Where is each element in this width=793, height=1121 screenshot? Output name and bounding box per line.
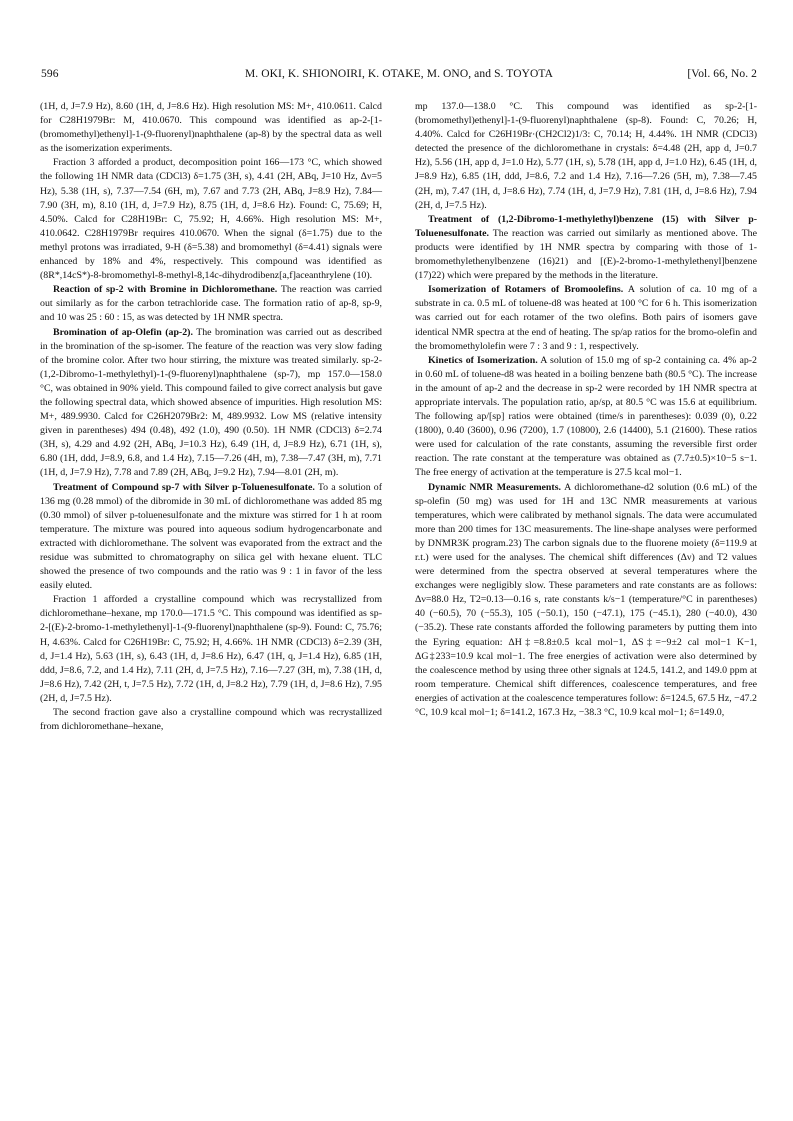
paragraph: Fraction 1 afforded a crystalline compound which was recrystallized from dichloromethane–hexane, mp 170.0—171.5 °C. This compound was identified as sp-2-[(E)-2-bromo-1-methylethenyl]-1-(9-fluorenyl)naphthalene (sp-9). Found: C, 75.76; H, 4.63%. Calcd for C26H19Br: C, 75.92; H, 4.66%. 1H NMR (CDCl3) δ=2.39 (3H, d, J=1.4 Hz), 5.63 (1H, s), 6.43 (1H, d, J=8.6 Hz), 6.47 (1H, q, J=1.4 Hz), 6.85 (1H, ddd, J=8.6, 7.2, and 1.4 Hz), 7.11 (2H, d, J=7.5 Hz), 7.16—7.27 (3H, m), 7.38 (1H, d, J=8.6 Hz), 7.42 (2H, t, J=7.5 Hz), 7.72 (1H, d, J=8.2 Hz), 7.79 (1H, d, J=8.6 Hz), 7.95 (2H, d, J=7.5 Hz). <box>40 594 382 704</box>
paragraph: Fraction 3 afforded a product, decomposition point 166—173 °C, which showed the following 1H NMR data (CDCl3) δ=1.75 (3H, s), 4.41 (2H, ABq, J=10 Hz, Δν=5 Hz), 5.38 (1H, s), 7.37—7.54 (6H, m), 7.67 and 7.73 (2H, ABq, J=8.9 Hz), 7.84—7.90 (3H, m), 8.10 (1H, d, J=7.9 Hz), 8.75 (1H, d, J=8.6 Hz). Found: C, 75.69; H, 4.50%. Calcd for C28H19Br: C, 75.92; H, 4.66%. High resolution MS: M+, 410.0642. C28H1979Br requires 410.0670. When the signal (δ=1.75) due to the methyl protons was irradiated, 9-H (δ=5.38) and bromomethyl (δ=4.41) signals were enhanced by 18% and 4%, respectively. This compound was identified as (8R*,14cS*)-8-bromomethyl-8-methyl-8,14c-dihydrodibenz[a,f]aceanthrylene (10). <box>40 157 382 282</box>
right-column <box>415 100 757 720</box>
paragraph: The second fraction gave also a crystalline compound which was recrystallized from dichloromethane–hexane, <box>40 707 382 733</box>
section-heading: Dynamic NMR Measurements. <box>428 481 562 493</box>
paragraph <box>415 481 757 721</box>
paragraph <box>40 326 382 481</box>
section-heading: Treatment of (1,2-Dibromo-1-methylethyl)benzene (15) with Silver p-Toluenesulfonate. <box>415 213 757 239</box>
paragraph-text: The reaction was carried out similarly as for the carbon tetrachloride case. The formation ratio of ap-8, sp-9, and 10 was 25 : 60 : 15, as was detected by 1H NMR spectra. <box>40 284 382 324</box>
page-number: 596 <box>41 68 59 80</box>
paragraph-text: The reaction was carried out similarly as mentioned above. The products were identified by 1H NMR spectra by comparing with those of 1-bromomethylethenylbenzene (16)21) and [(E)-2-bromo-1-methylethenyl]benzene (17)22) which were prepared by the methods in the literature. <box>415 227 757 282</box>
section-heading: Kinetics of Isomerization. <box>428 354 538 366</box>
running-header-authors: M. OKI, K. SHIONOIRI, K. OTAKE, M. ONO, and S. TOYOTA <box>244 68 554 80</box>
volume-issue: [Vol. 66, No. 2 <box>687 68 757 80</box>
running-header <box>41 68 757 84</box>
paragraph-text: A solution of 15.0 mg of sp-2 containing ca. 4% ap-2 in 0.60 mL of toluene-d8 was heated in a boiling benzene bath (80.5 °C). The increase in the amount of ap-2 and the decrease in sp-2 were recorded by 1H NMR spectra at appropriate intervals. The population ratio, ap/sp, at 80.5 °C was 15.6 at equilibrium. The following ap/[sp] ratios were obtained (time/s in parentheses): 0.039 (0), 0.22 (1800), 0.40 (3600), 0.96 (7200), 1.7 (10800), 2.6 (14400), 5.1 (21600). These ratios were used for calculation of the rate constants, assuming the reversible first order reaction. The rate constant at the temperature was obtained as (7.7±0.5)×10−5 s−1. The free energy of activation at the temperature is 27.5 kcal mol−1. <box>415 354 757 479</box>
paragraph: (1H, d, J=7.9 Hz), 8.60 (1H, d, J=8.6 Hz). High resolution MS: M+, 410.0611. Calcd for C28H1979Br: M, 410.0670. This compound was identified as ap-2-[1-(bromomethyl)ethenyl]-1-(9-fluorenyl)naphthalene (ap-8) by the spectral data as well as the isomerization experiments. <box>40 101 382 155</box>
section-heading: Bromination of ap-Olefin (ap-2). <box>53 326 193 338</box>
paragraph <box>415 354 757 481</box>
paragraph-text: A solution of ca. 10 mg of a substrate in ca. 0.5 mL of toluene-d8 was heated at 100 °C for 6 h. This isomerization was carried out for each rotamer of the two olefins. Both pairs of isomers gave identical NMR spectra at the end of heating. The sp/ap ratios for the bromo-olefin and the bromomethylolefin were 7 : 3 and 9 : 1, respectively. <box>415 284 757 352</box>
left-column <box>40 100 382 734</box>
paragraph <box>415 283 757 353</box>
section-heading: Isomerization of Rotamers of Bromoolefins. <box>428 284 624 296</box>
paragraph <box>415 213 757 283</box>
paragraph: mp 137.0—138.0 °C. This compound was identified as sp-2-[1-(bromomethyl)ethenyl]-1-(9-fluorenyl)naphthalene (sp-8). Found: C, 70.26; H, 4.40%. Calcd for C26H19Br·(CH2Cl2)1/3: C, 70.14; H, 4.44%. 1H NMR (CDCl3) detected the presence of the dichloromethane in crystals: δ=4.48 (2H, app d, J=0.7 Hz), 5.56 (1H, app d, J=1.0 Hz), 5.77 (1H, s), 5.78 (1H, app d, J=1.0 Hz), 6.45 (1H, d, J=8.9 Hz), 6.85 (1H, ddd, J=8.6, 7.2 and 1.4 Hz), 7.16—7.26 (5H, m), 7.38—7.45 (2H, m), 7.47 (1H, d, J=8.6 Hz), 7.74 (1H, d, J=7.9 Hz), 7.81 (1H, d, J=8.6 Hz), 7.94 (2H, d, J=7.5 Hz). <box>415 101 757 211</box>
paragraph-text: A dichloromethane-d2 solution (0.6 mL) of the sp-olefin (50 mg) was used for 1H and 13C NMR measurements at various temperatures, which were calibrated by methanol signals. The data were accumulated more than 200 times for 13C measurements. The line-shape analyses were performed by DNMR3K program.23) The carbon signals due to the fluorene moiety (δ=119.9 at r.t.) were used for the analyses. The chemical shift differences (Δν) and T2 values were determined from the spectra observed at several temperatures where the exchanges were negligibly slow. These parameters and rate constants are as follows: Δν=88.0 Hz, T2=0.13—0.16 s, rate constants k/s−1 (temperature/°C in parentheses) 40 (−60.5), 70 (−55.3), 105 (−50.1), 150 (−47.1), 175 (−45.1), 280 (−40.0), 430 (−35.2). These rate constants afforded the following parameters by putting them into the Eyring equation: ΔH‡=8.8±0.5 kcal mol−1, ΔS‡=−9±2 cal mol−1 K−1, ΔG‡233=10.9 kcal mol−1. The free energies of activation were also determined by the coalescence method by using three other signals at 124.5, 141.2, and 149.0 ppm at room temperature. Chemical shift differences, coalescence temperatures, and free energies of activation at the coalescence temperatures follow: δ=124.5, 67.5 Hz, −47.2 °C, 10.9 kcal mol−1; δ=141.2, 167.3 Hz, −38.3 °C, 10.9 kcal mol−1; δ=149.0, <box>415 481 757 719</box>
paragraph <box>40 283 382 325</box>
paragraph-text: The bromination was carried out as described in the bromination of the sp-isomer. The feature of the reaction was very slow fading of the bromine color. After two hour stirring, the mixture was treated similarly. sp-2-(1,2-Dibromo-1-methylethyl)-1-(9-fluorenyl)naphthalene (sp-7), mp 157.0—158.0 °C, was obtained in 90% yield. This compound failed to give correct analysis but gave the following spectral data, which showed absence of impurities. High resolution MS: M+, 489.9930. Calcd for C26H2079Br2: M, 489.9932. Low MS (relative intensity given in parentheses) 494 (0.48), 492 (1.0), 490 (0.50). 1H NMR (CDCl3) δ=2.74 (3H, s), 4.29 and 4.92 (2H, ABq, J=10.3 Hz), 6.49 (1H, d, J=8.9 Hz), 6.71 (1H, s), 6.80 (1H, ddd, J=8.9, 6.8, and 1.4 Hz), 7.15—7.26 (4H, m), 7.38—7.47 (3H, m), 7.71 (1H, d, J=7.9 Hz), 7.78 and 7.89 (2H, ABq, J=9.2 Hz), 7.94—8.01 (2H, m). <box>40 326 382 479</box>
paragraph <box>40 481 382 594</box>
section-heading: Treatment of Compound sp-7 with Silver p-Toluenesulfonate. <box>53 481 315 493</box>
paragraph-text: To a solution of 136 mg (0.28 mmol) of the dibromide in 30 mL of dichloromethane was added 85 mg (0.30 mmol) of silver p-toluenesulfonate and the mixture was stirred for 1 h at room temperature. The mixture was poured into aqueous sodium hydrogencarbonate and extracted with dichloromethane. The solvent was evaporated from the extract and the residue was submitted to chromatography on silica gel with hexane eluent. TLC showed the presence of two compounds and the ratio was 9 : 1 in favor of the less easily eluted. <box>40 481 383 592</box>
section-heading: Reaction of sp-2 with Bromine in Dichloromethane. <box>53 284 278 296</box>
